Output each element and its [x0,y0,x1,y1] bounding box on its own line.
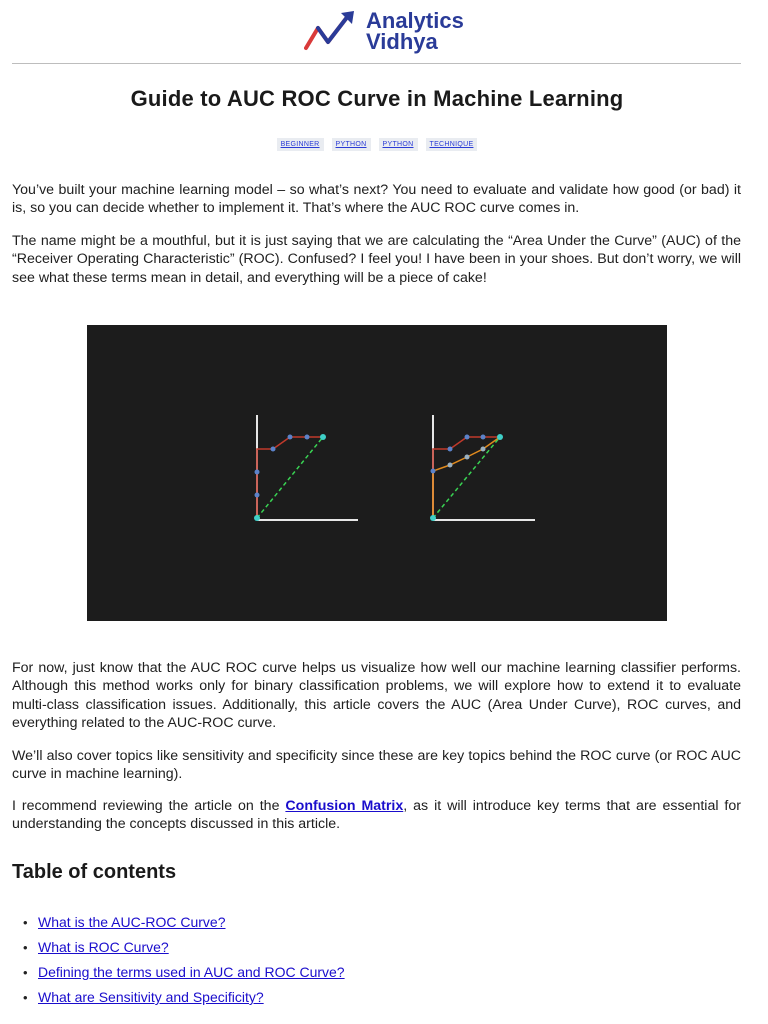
toc-item [12,937,741,962]
tag-technique[interactable]: TECHNIQUE [426,138,478,151]
toc-link-roc[interactable]: What is ROC Curve? [38,939,169,955]
brand-name [366,10,464,52]
roc-curves-illustration [87,325,667,621]
trend-arrow-icon [304,10,360,54]
paragraph-5-text-after: , as it will introduce key terms that are essential for understanding the concepts discussed in this article. [12,798,741,833]
toc-heading: Table of contents [12,861,177,883]
page-title: Guide to AUC ROC Curve in Machine Learning [130,86,624,111]
paragraph-4: We’ll also cover topics like sensitivity and specificity since these are key topics behind the ROC curve (or ROC AUC curve in machine learning). [12,748,741,783]
tag-list [0,138,754,151]
table-of-contents [12,912,741,1012]
site-logo[interactable] [304,10,484,56]
intro-paragraph-1: You’ve built your machine learning model – so what’s next? You need to evaluate and validate how good (or bad) it is, so you can decide whether to implement it. That’s where the AUC ROC curve comes in. [12,182,741,217]
toc-link-sensitivity[interactable]: What are Sensitivity and Specificity? [38,989,264,1005]
site-header [12,0,741,64]
roc-curve-animation-image [87,325,667,621]
toc-item [12,987,741,1012]
tag-python-2[interactable]: PYTHON [379,138,418,151]
brand-line1: Analytics [366,8,464,33]
toc-link-auc-roc[interactable]: What is the AUC-ROC Curve? [38,914,226,930]
toc-link-terms[interactable]: Defining the terms used in AUC and ROC Curve? [38,964,345,980]
brand-line2: Vidhya [366,29,438,54]
confusion-matrix-link[interactable]: Confusion Matrix [285,798,404,814]
tag-beginner[interactable]: BEGINNER [277,138,324,151]
paragraph-5-text-before: I recommend reviewing the article on the [12,798,286,814]
paragraph-3: For now, just know that the AUC ROC curve helps us visualize how well our machine learning classifier performs. Although this method works only for binary classification problems, we will explore how to extend it to evaluate multi-class classification issues. Additionally, this article covers the AUC (Area Under Curve), ROC curves, and everything related to the AUC-ROC curve. [12,660,741,732]
toc-item [12,962,741,987]
tag-python[interactable]: PYTHON [332,138,371,151]
paragraph-5 [12,797,741,834]
intro-paragraph-2: The name might be a mouthful, but it is just saying that we are calculating the “Area Under the Curve” (AUC) of the “Receiver Operating Characteristic” (ROC). Confused? I feel you! I have been in your shoes. But don’t worry, we will see what these terms mean in detail, and everything will be a piece of cake! [12,233,741,286]
toc-item [12,912,741,937]
